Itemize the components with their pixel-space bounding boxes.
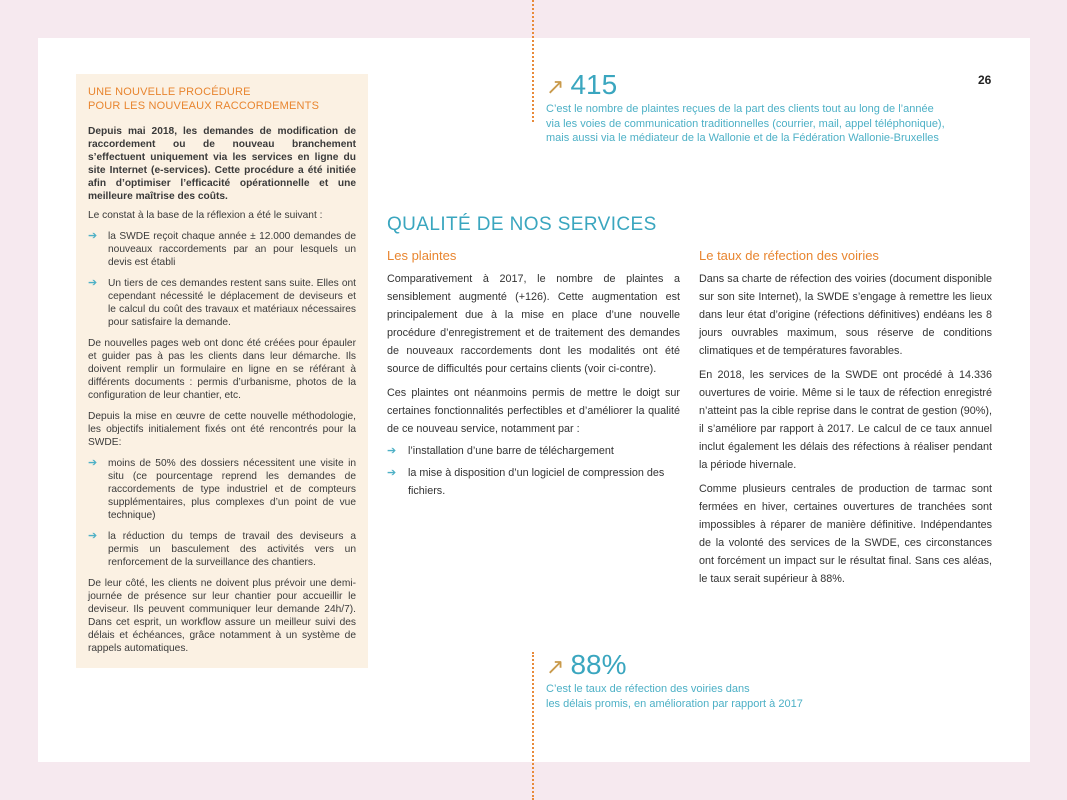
- sidebar-paragraph-2: De nouvelles pages web ont donc été créées pour épauler et guider pas à pas les clients dans leur démarche. Ils doivent remplir un formulaire en ligne en se référant à différents documents : permis d’urbanisme, photos de la configuration de leur chantier, etc.: [88, 338, 356, 401]
- column-heading: Les plaintes: [387, 248, 457, 263]
- sidebar-intro: Depuis mai 2018, les demandes de modification de raccordement ou de nouveau branchement s’effectuent uniquement via les services en ligne du site Internet (e-services). Cette procédure a été initiée afin d’optimiser l’efficacité opérationnelle et une meilleure maîtrise des coûts.: [88, 126, 356, 202]
- section-title: QUALITÉ DE NOS SERVICES: [387, 214, 657, 235]
- paragraph: Comme plusieurs centrales de production de tarmac sont fermées en hiver, certaines ouvertures de tranchées sont impossibles à réparer de manière définitive. Indépendantes de la volonté des services de la SWDE, ces circonstances ont forcément un impact sur le résultat final. Sans ces aléas, le taux serait supérieur à 88%.: [699, 483, 992, 585]
- arrow-right-icon: ➔: [88, 277, 98, 289]
- list-item: ➔ moins de 50% des dossiers nécessitent une visite in situ (ce pourcentage reprend les demandes de raccordements de type industriel et de compteurs supplémentaires, plus complexes d’un point de vue technique): [88, 457, 356, 521]
- dotted-divider-bottom: [532, 652, 534, 800]
- list-item: ➔ Un tiers de ces demandes restent sans suite. Elles ont cependant nécessité le déplacement de deviseurs et le calcul du coût des travaux et matériaux nécessaires pour satisfaire la demande.: [88, 277, 356, 328]
- paragraph: En 2018, les services de la SWDE ont procédé à 14.336 ouvertures de voirie. Même si le taux de réfection enregistré n’atteint pas la cible reprise dans le contrat de gestion (90%), il s’améliore par rapport à 2017. Le calcul de ce taux annuel inclut également les délais des réfections à réaliser pendant la période hivernale.: [699, 369, 992, 471]
- column-heading: Le taux de réfection des voiries: [699, 248, 879, 263]
- stat-value: 88%: [570, 649, 627, 680]
- sidebar-paragraph-3: Depuis la mise en œuvre de cette nouvelle méthodologie, les objectifs initialement fixés ont été rencontrés pour la SWDE:: [88, 411, 356, 448]
- column-complaints: [387, 248, 680, 504]
- list-item: ➔ l’installation d’une barre de téléchargement: [387, 442, 680, 460]
- sidebar-list-2: [88, 457, 356, 569]
- stat-repair-rate: [546, 650, 866, 711]
- list-item: ➔ la mise à disposition d’un logiciel de compression des fichiers.: [387, 464, 680, 500]
- page-number: 26: [978, 73, 992, 87]
- list-item: ➔ la SWDE reçoit chaque année ± 12.000 demandes de nouveaux raccordements par an pour lesquels un devis est établi: [88, 230, 356, 268]
- sidebar-box: [76, 74, 368, 668]
- arrow-right-icon: ➔: [387, 445, 397, 457]
- arrow-right-icon: ➔: [88, 457, 98, 469]
- arrow-right-icon: ➔: [88, 230, 98, 242]
- arrow-right-icon: ➔: [387, 467, 397, 479]
- sidebar-title-line1: UNE NOUVELLE PROCÉDURE: [88, 86, 251, 98]
- sidebar-constat: Le constat à la base de la réflexion a été le suivant :: [88, 210, 323, 221]
- trend-arrow-icon: ↗: [546, 74, 565, 99]
- column-road-repair: [699, 248, 992, 592]
- improvement-list: [387, 442, 680, 500]
- stat-caption: C’est le taux de réfection des voiries dans les délais promis, en amélioration par rapport à 2017: [546, 683, 803, 710]
- stat-value: 415: [570, 69, 618, 100]
- paragraph: Dans sa charte de réfection des voiries (document disponible sur son site Internet), la SWDE s’engage à remettre les lieux dans leur état d’origine (réfections définitives) endéans les 8 jours ouvrables maximum, sous réserve de conditions climatiques et de températures favorables.: [699, 273, 992, 357]
- paragraph: Ces plaintes ont néanmoins permis de mettre le doigt sur certaines fonctionnalités perfectibles et d’améliorer la qualité de ce nouveau service, notamment par :: [387, 387, 680, 435]
- sidebar-paragraph-4: De leur côté, les clients ne doivent plus prévoir une demi-journée de présence sur leur chantier pour accueillir le deviseur. Ils peuvent communiquer leur demande 24h/7). Dans cet esprit, un workflow assure un meilleur suivi des délais et échéances, grâce notamment à un système de rappels automatiques.: [88, 578, 356, 654]
- arrow-right-icon: ➔: [88, 530, 98, 542]
- list-item: ➔ la réduction du temps de travail des deviseurs a permis un basculement des activités vers un renforcement de la surveillance des chantiers.: [88, 530, 356, 568]
- sidebar-title-line2: POUR LES NOUVEAUX RACCORDEMENTS: [88, 99, 320, 112]
- dotted-divider-top: [532, 0, 534, 122]
- sidebar-list-1: [88, 230, 356, 329]
- stat-complaints: [546, 70, 976, 146]
- trend-arrow-icon: ↗: [546, 654, 565, 679]
- paragraph: Comparativement à 2017, le nombre de plaintes a sensiblement augmenté (+126). Cette augmentation est principalement due à la mise en place d’une nouvelle procédure d’enregistrement et de traitement des demandes de nouveaux raccordements dont les modalités ont été source de difficultés pour certains clients (voir ci-contre).: [387, 273, 680, 375]
- sidebar-title: [88, 86, 356, 113]
- stat-caption: C’est le nombre de plaintes reçues de la part des clients tout au long de l’année via les voies de communication traditionnelles (courrier, mail, appel téléphonique), mais aussi via le médiateur de la Wallonie et de la Fédération Wallonie-Bruxelles: [546, 103, 945, 144]
